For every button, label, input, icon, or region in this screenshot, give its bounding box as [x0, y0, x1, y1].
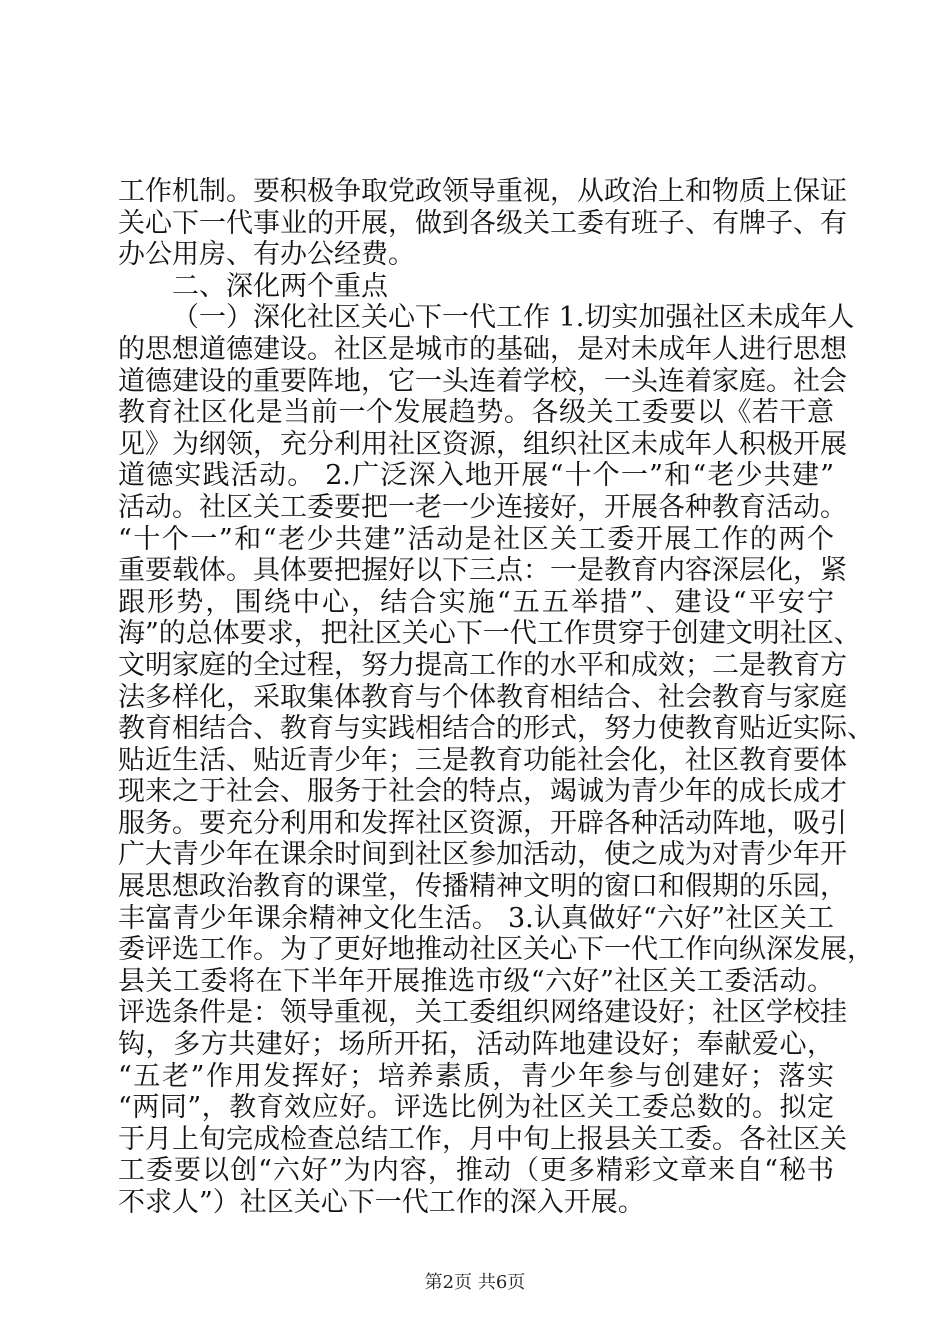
text-line: 的思想道德建设。社区是城市的基础，是对未成年人进行思想	[118, 333, 847, 365]
text-line: “五老”作用发挥好；培养素质，青少年参与创建好；落实	[118, 1060, 834, 1092]
page-footer: 第2页 共6页	[424, 1272, 526, 1293]
text-line: 工委要以创“六好”为内容，推动（更多精彩文章来自“秘书	[118, 1155, 834, 1187]
text-line: 文明家庭的全过程，努力提高工作的水平和成效；二是教育方	[118, 649, 847, 681]
text-line: 服务。要充分利用和发挥社区资源，开辟各种活动阵地，吸引	[118, 807, 847, 839]
text-line: 教育社区化是当前一个发展趋势。各级关工委要以《若干意	[118, 397, 834, 429]
document-body	[118, 176, 874, 1219]
text-line: 教育相结合、教育与实践相结合的形式，努力使教育贴近实际、	[118, 713, 874, 745]
text-line: 县关工委将在下半年开展推选市级“六好”社区关工委活动。	[118, 965, 834, 997]
text-line: 丰富青少年课余精神文化生活。 3.认真做好“六好”社区关工	[118, 902, 834, 934]
text-line: 道德建设的重要阵地，它一头连着学校，一头连着家庭。社会	[118, 365, 847, 397]
text-line: 评选条件是：领导重视，关工委组织网络建设好；社区学校挂	[118, 997, 847, 1029]
text-line: “十个一”和“老少共建”活动是社区关工委开展工作的两个	[118, 523, 834, 555]
text-line: 活动。社区关工委要把一老一少连接好，开展各种教育活动。	[118, 491, 847, 523]
text-line: 见》为纲领，充分利用社区资源，组织社区未成年人积极开展	[118, 428, 847, 460]
text-line: 海”的总体要求，把社区关心下一代工作贯穿于创建文明社区、	[118, 618, 861, 650]
text-line: 展思想政治教育的课堂，传播精神文明的窗口和假期的乐园，	[118, 871, 847, 903]
text-line: 钩，多方共建好；场所开拓，活动阵地建设好；奉献爱心，	[118, 1029, 834, 1061]
text-line: 现来之于社会、服务于社会的特点，竭诚为青少年的成长成才	[118, 776, 847, 808]
text-line: 委评选工作。为了更好地推动社区关心下一代工作向纵深发展，	[118, 934, 874, 966]
text-line: 关心下一代事业的开展，做到各级关工委有班子、有牌子、有	[118, 207, 847, 239]
text-line: 道德实践活动。 2.广泛深入地开展“十个一”和“老少共建”	[118, 460, 834, 492]
text-line: （一）深化社区关心下一代工作 1.切实加强社区未成年人	[172, 302, 855, 334]
text-line: 二、深化两个重点	[172, 270, 388, 302]
text-line: 法多样化，采取集体教育与个体教育相结合、社会教育与家庭	[118, 681, 847, 713]
text-line: 跟形势，围绕中心，结合实施“五五举措”、建设“平安宁	[118, 586, 834, 618]
text-line: 于月上旬完成检查总结工作，月中旬上报县关工委。各社区关	[118, 1123, 847, 1155]
text-line: 不求人”）社区关心下一代工作的深入开展。	[118, 1187, 645, 1218]
text-line: 重要载体。具体要把握好以下三点：一是教育内容深层化，紧	[118, 555, 847, 587]
text-line: “两同”，教育效应好。评选比例为社区关工委总数的。拟定	[118, 1092, 834, 1124]
text-line: 办公用房、有办公经费。	[118, 239, 415, 271]
text-line: 贴近生活、贴近青少年；三是教育功能社会化，社区教育要体	[118, 744, 847, 776]
text-line: 广大青少年在课余时间到社区参加活动，使之成为对青少年开	[118, 839, 847, 871]
text-line: 工作机制。要积极争取党政领导重视，从政治上和物质上保证	[118, 176, 847, 207]
